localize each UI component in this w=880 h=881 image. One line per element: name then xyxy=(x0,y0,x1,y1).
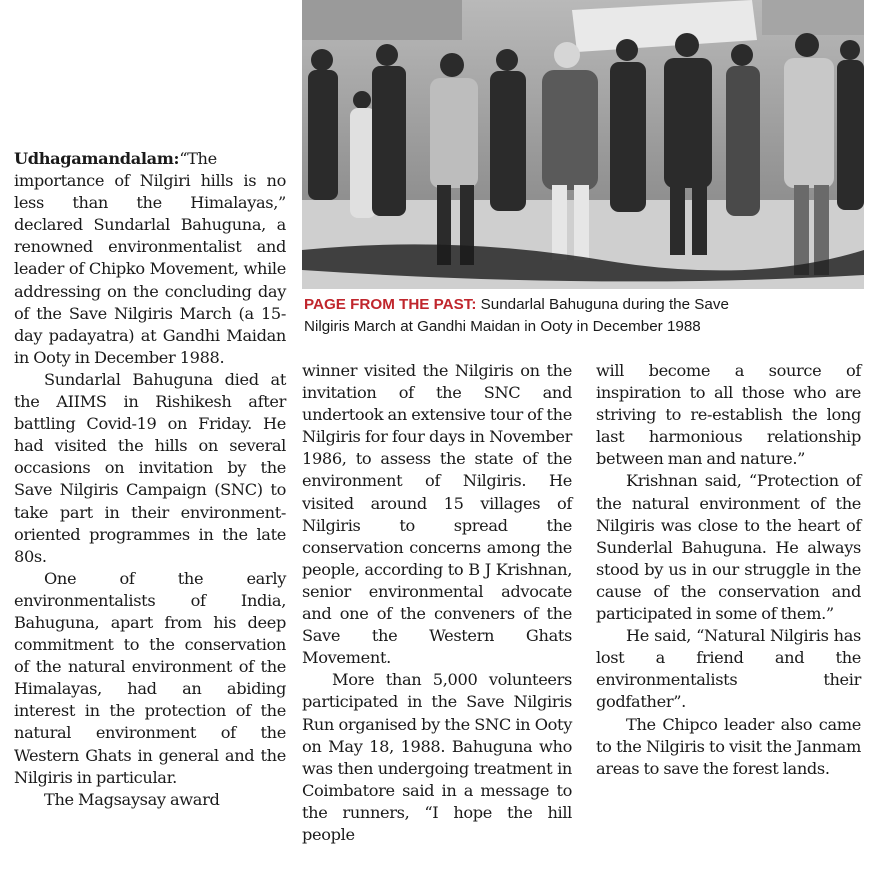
article-paragraph: The Chipco leader also came to the Nilgiris to visit the Janmam areas to save the forest lands. xyxy=(596,714,861,778)
article-paragraph-continued: winner visited the Nilgiris on the invitation of the SNC and undertook an extensive tour of the Nilgiris for four days in November 1986, to assess the state of the environment of Nilgiris. He visited around 15 villages of Nilgiris to spread the conservation concerns among the people, according to B J Krishnan, senior environmental advocate and one of the conveners of the Save the Western Ghats Movement. xyxy=(302,361,572,668)
article-column-2 xyxy=(302,360,572,846)
photo-caption xyxy=(304,294,868,338)
article-paragraph: The Magsaysay award xyxy=(44,789,220,809)
article-column-1 xyxy=(14,148,286,811)
article-paragraph: One of the early environmentalists of India, Bahuguna, apart from his deep commitment to the conservation of the natural environment of the Himalayas, had an abiding interest in the protection of the natural environment of the Western Ghats in general and the Nilgiris in particular. xyxy=(14,568,286,787)
paragraph-text: “The importance of Nilgiri hills is no less than the Himalayas,” declared Sundarlal Bahuguna, a renowned environmentalist and leader of Chipko Movement, while addressing on the concluding day of the Save Nilgiris March (a 15-day padayatra) at Gandhi Maidan in Ooty in December 1988. xyxy=(14,149,286,367)
article-column-3 xyxy=(596,360,861,780)
caption-text-line1: Sundarlal Bahuguna during the Save xyxy=(480,296,729,313)
article-paragraph-continued: will become a source of inspiration to all those who are striving to re-establish the long last harmonious relationship between man and nature.” xyxy=(596,361,861,469)
article-paragraph xyxy=(14,148,286,369)
article-paragraph: Krishnan said, “Protection of the natural environment of the Nilgiris was close to the heart of Sunderlal Bahuguna. He always stood by us in our struggle in the cause of the conservation and participated in some of them.” xyxy=(596,471,861,624)
article-paragraph: More than 5,000 volunteers participated in the Save Nilgiris Run organised by the SNC in Ooty on May 18, 1988. Bahuguna who was then undergoing treatment in Coimbatore said in a message to the runners, “I hope the hill people xyxy=(302,670,572,844)
march-photo-illustration xyxy=(302,0,864,289)
article-paragraph: He said, “Natural Nilgiris has lost a friend and the environmentalists their godfather”. xyxy=(596,626,861,712)
caption-kicker: PAGE FROM THE PAST: xyxy=(304,296,477,313)
news-photo xyxy=(302,0,864,289)
article-paragraph: Sundarlal Bahuguna died at the AIIMS in Rishikesh after battling Covid-19 on Friday. He had visited the hills on several occasions on invitation by the Save Nilgiris Campaign (SNC) to take part in their environment-oriented programmes in the late 80s. xyxy=(14,369,286,566)
caption-text-line2: Nilgiris March at Gandhi Maidan in Ooty in December 1988 xyxy=(304,318,701,335)
dateline: Udhagamandalam: xyxy=(14,149,180,168)
